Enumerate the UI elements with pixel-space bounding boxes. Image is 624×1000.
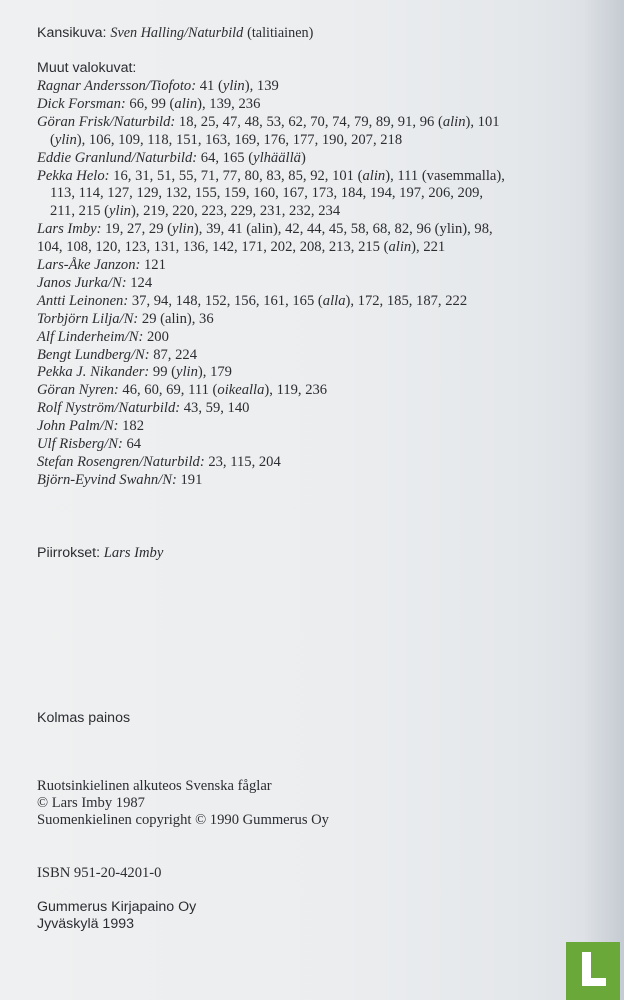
position-qualifier: alin	[362, 167, 386, 184]
photographer-name: Pekka J. Nikander:	[37, 364, 150, 381]
photo-credit-line	[37, 113, 500, 131]
photographer-name: Bengt Lundberg/N:	[37, 346, 150, 363]
photo-credit-line	[37, 274, 152, 292]
page-numbers: 19, 27, 29 (	[101, 221, 173, 238]
photo-credit-line	[37, 256, 166, 274]
page-numbers: 87, 224	[149, 346, 197, 363]
page-numbers: 16, 31, 51, 55, 71, 77, 80, 83, 85, 92, 101 (	[109, 167, 363, 184]
finnish-copyright-line: Suomenkielinen copyright © 1990 Gummerus Oy	[37, 812, 329, 828]
page-numbers-rest: ), 106, 109, 118, 151, 163, 169, 176, 177, 190, 207, 218	[76, 131, 403, 148]
page-numbers-rest: ), 101	[465, 113, 500, 130]
position-qualifier: alin	[388, 239, 412, 256]
page-numbers-rest: ), 179	[197, 364, 232, 381]
edition-note: Kolmas painos	[37, 710, 131, 726]
page-numbers: 66, 99 (	[125, 95, 175, 112]
page-numbers-rest: ), 119, 236	[264, 382, 328, 399]
photographer-name: Lars Imby:	[37, 221, 102, 238]
photo-credit-line	[37, 77, 279, 95]
page-numbers: 64, 165 (	[197, 149, 254, 166]
photographer-name: Björn-Eyvind Swahn/N:	[37, 471, 177, 488]
position-qualifier: alin	[442, 113, 466, 130]
page-numbers-rest: ), 219, 220, 223, 229, 231, 232, 234	[130, 203, 341, 220]
position-qualifier: ylin	[109, 203, 131, 220]
photo-credit-line	[37, 328, 169, 346]
photographer-name: Torbjörn Lilja/N:	[37, 310, 139, 327]
photographer-name: Antti Leinonen:	[37, 292, 129, 309]
position-qualifier: ylin	[172, 221, 194, 238]
position-qualifier: ylin	[176, 364, 198, 381]
photographer-name: Ulf Risberg/N:	[37, 436, 123, 452]
page-numbers: 124	[126, 274, 153, 291]
photographer-name: Alf Linderheim/N:	[37, 328, 144, 345]
author-copyright-line: © Lars Imby 1987	[37, 795, 145, 811]
photographer-name: Dick Forsman:	[37, 95, 126, 112]
credit-continuation-line	[50, 131, 402, 149]
photo-credit-line	[37, 399, 249, 417]
photographer-name: Eddie Granlund/Naturbild:	[37, 149, 198, 166]
page-numbers: 64	[122, 436, 142, 452]
page-numbers: 121	[140, 257, 166, 273]
photo-credit-line	[37, 435, 141, 453]
page-numbers: 43, 59, 140	[180, 400, 250, 417]
photographer-name: Ragnar Andersson/Tiofoto:	[37, 78, 197, 94]
photographer-name: John Palm/N:	[37, 418, 119, 435]
photographer-name: Janos Jurka/N:	[37, 274, 127, 291]
page-numbers: 37, 94, 148, 152, 156, 161, 165 (	[128, 292, 323, 309]
photo-credit-line	[37, 417, 144, 435]
position-qualifier: ylin	[222, 78, 245, 94]
page-gutter-shadow	[584, 0, 624, 1000]
page-numbers: 99 (	[149, 364, 177, 381]
photo-credit-line	[37, 310, 214, 328]
page-numbers: (	[50, 131, 55, 148]
photographer-name: Rolf Nyström/Naturbild:	[37, 400, 181, 417]
page-numbers-rest: ), 172, 185, 187, 222	[345, 292, 468, 309]
cover-credit: Kansikuva: Sven Halling/Naturbild (talitiainen)	[37, 25, 314, 41]
photographer-name: Göran Frisk/Naturbild:	[37, 113, 176, 130]
position-qualifier: alla	[322, 292, 346, 309]
position-qualifier: alin	[174, 95, 198, 112]
page-numbers-rest: ), 139	[244, 78, 279, 94]
page-numbers: 104, 108, 120, 123, 131, 136, 142, 171, 202, 208, 213, 215 (	[37, 239, 389, 256]
other-photos-heading: Muut valokuvat:	[37, 60, 137, 76]
original-title-line: Ruotsinkielinen alkuteos Svenska fåglar	[37, 778, 272, 794]
credit-continuation-line	[50, 184, 483, 202]
printer-info	[37, 899, 196, 933]
page-numbers: 23, 115, 204	[204, 453, 281, 470]
credit-continuation-line	[37, 238, 445, 256]
photographer-name: Lars-Åke Janzon:	[37, 257, 141, 273]
page-numbers: 211, 215 (	[50, 203, 110, 220]
page-numbers-rest: ), 221	[411, 239, 446, 256]
photo-credit-line	[37, 149, 306, 167]
printer-city-year: Jyväskylä 1993	[37, 916, 134, 932]
page-numbers-rest: ), 139, 236	[197, 95, 261, 112]
photographer-name: Göran Nyren:	[37, 382, 119, 399]
photo-credit-line	[37, 453, 281, 471]
photographer-name: Stefan Rosengren/Naturbild:	[37, 453, 205, 470]
photo-credit-line	[37, 381, 327, 399]
drawings-credit: Piirrokset: Lars Imby	[37, 545, 164, 561]
position-qualifier: ylin	[54, 131, 77, 148]
photo-credit-line	[37, 363, 232, 381]
page-numbers-rest: ), 39, 41 (alin), 42, 44, 45, 58, 68, 82, 96 (ylin), 98,	[193, 221, 493, 238]
original-work-info	[37, 778, 329, 829]
photo-credit-line	[37, 95, 260, 113]
printer-name: Gummerus Kirjapaino Oy	[37, 899, 197, 915]
photo-credit-line	[37, 346, 197, 364]
photo-credit-line	[37, 167, 505, 185]
photo-credit-line	[37, 292, 467, 310]
corner-logo	[566, 942, 620, 1000]
isbn: ISBN 951-20-4201-0	[37, 865, 162, 881]
page-numbers: 29 (alin), 36	[138, 310, 214, 327]
position-qualifier: ylhäällä	[253, 149, 301, 166]
page-numbers: 18, 25, 47, 48, 53, 62, 70, 74, 79, 89, 91, 96 (	[175, 113, 443, 130]
page-numbers: 191	[176, 471, 203, 488]
page-numbers-rest: ), 111 (vasemmalla),	[385, 167, 505, 184]
page-numbers: 200	[143, 328, 169, 345]
photo-credit-line	[37, 471, 202, 489]
position-qualifier: oikealla	[217, 382, 265, 399]
photo-credit-line	[37, 220, 493, 238]
photographer-name: Pekka Helo:	[37, 167, 110, 184]
page-numbers: 113, 114, 127, 129, 132, 155, 159, 160, 167, 173, 184, 194, 197, 206, 209,	[50, 185, 484, 202]
page-numbers-rest: )	[300, 149, 306, 166]
page-numbers: 46, 60, 69, 111 (	[118, 382, 218, 399]
page-numbers: 182	[118, 418, 145, 435]
page-numbers: 41 (	[196, 78, 223, 94]
credit-continuation-line	[50, 202, 340, 220]
